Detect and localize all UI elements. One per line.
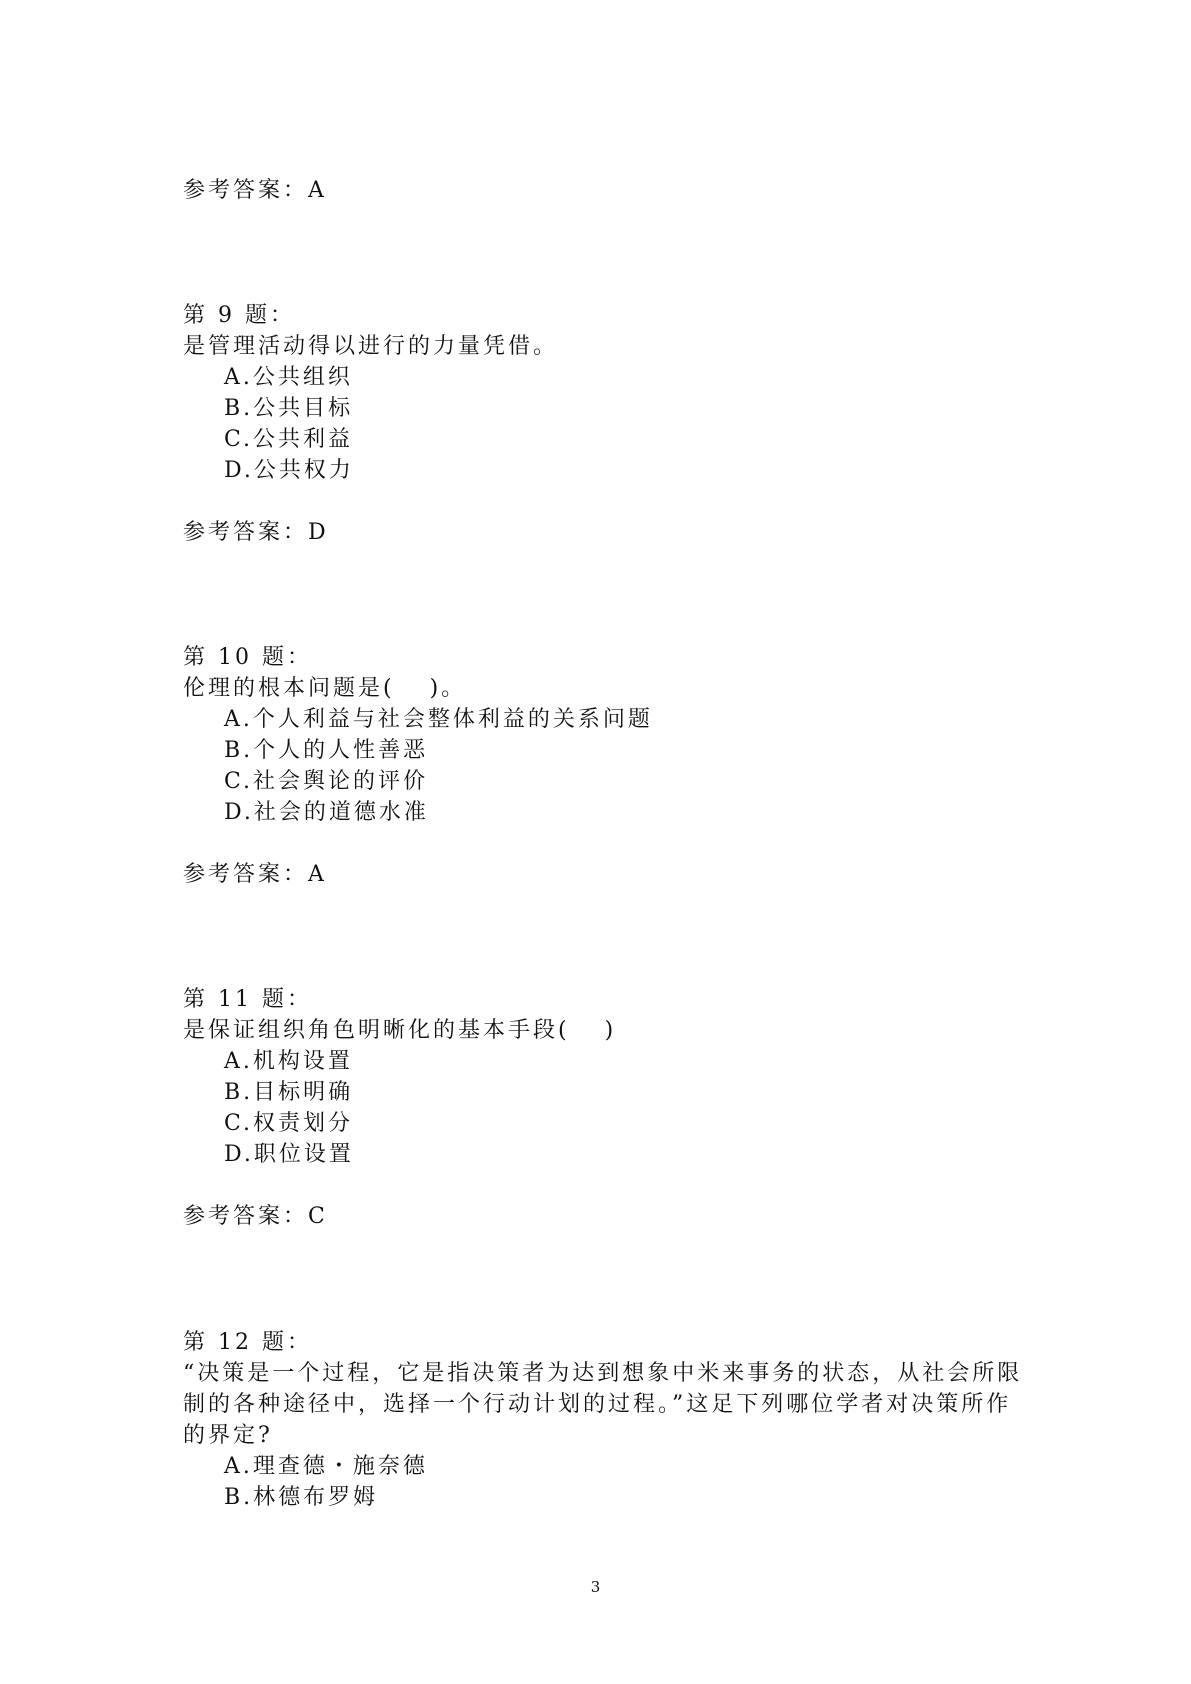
question-11-number: 第 11 题： bbox=[183, 987, 312, 1012]
question-12-text-line-3: 的界定? bbox=[183, 1423, 273, 1448]
answer-11: 参考答案：C bbox=[183, 1204, 328, 1229]
question-10-option-d: D.社会的道德水准 bbox=[224, 800, 429, 825]
question-10-option-b: B.个人的人性善恶 bbox=[224, 738, 429, 763]
question-11-option-b: B.目标明确 bbox=[224, 1080, 354, 1105]
question-10-number: 第 10 题： bbox=[183, 645, 312, 670]
question-12-text-line-1: “决策是一个过程，它是指决策者为达到想象中米来事务的状态，从社会所限 bbox=[183, 1361, 1023, 1386]
question-11-option-a: A.机构设置 bbox=[224, 1049, 353, 1074]
question-11-text: 是保证组织角色明晰化的基本手段( ) bbox=[183, 1018, 617, 1043]
question-9-text: 是管理活动得以进行的力量凭借。 bbox=[183, 334, 559, 359]
question-9-option-c: C.公共利益 bbox=[224, 427, 354, 452]
question-9-option-b: B.公共目标 bbox=[224, 396, 354, 421]
question-9-option-d: D.公共权力 bbox=[224, 458, 354, 483]
answer-9: 参考答案：D bbox=[183, 520, 329, 545]
question-11-option-d: D.职位设置 bbox=[224, 1142, 354, 1167]
answer-8: 参考答案：A bbox=[183, 178, 327, 203]
answer-10: 参考答案：A bbox=[183, 862, 327, 887]
question-10-option-c: C.社会舆论的评价 bbox=[224, 769, 429, 794]
page-number: 3 bbox=[590, 1578, 601, 1596]
question-10-option-a: A.个人利益与社会整体利益的关系问题 bbox=[224, 707, 653, 732]
question-9-option-a: A.公共组织 bbox=[224, 365, 353, 390]
question-12-text-line-2: 制的各种途径中，选择一个行动计划的过程。”这足下列哪位学者对决策所作 bbox=[183, 1392, 1012, 1417]
question-9-number: 第 9 题： bbox=[183, 303, 295, 328]
question-10-text: 伦理的根本问题是( )。 bbox=[183, 676, 467, 701]
question-12-number: 第 12 题： bbox=[183, 1330, 312, 1355]
question-11-option-c: C.权责划分 bbox=[224, 1111, 354, 1136]
question-12-option-a: A.理查德・施奈德 bbox=[224, 1454, 428, 1479]
question-12-option-b: B.林德布罗姆 bbox=[224, 1485, 379, 1510]
